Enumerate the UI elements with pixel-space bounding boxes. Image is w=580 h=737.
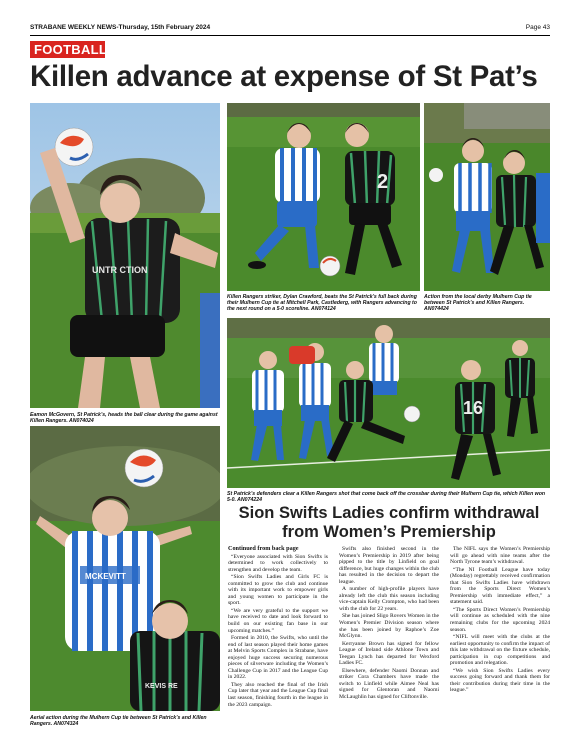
photo-striker-fullback bbox=[227, 103, 420, 291]
article-headline: Sion Swifts Ladies confirm withdrawal from Women’s Premiership bbox=[238, 504, 540, 541]
article-paragraph: Elsewhere, defender Naomi Donnan and striker Cora Chambers have made the switch to Linfield while Aimee Neal has signed for Glentoran and Naomi McLaughlin has signed for Cliftonville. bbox=[339, 667, 439, 701]
photo-header-player-image bbox=[30, 103, 220, 408]
photo-aerial-action-image bbox=[30, 426, 220, 711]
article-continued-from: Continued from back page bbox=[228, 545, 299, 552]
photo-striker-fullback-image bbox=[227, 103, 420, 291]
article-paragraph: Formed in 2010, the Swifts, who until the end of last season played their home games at Melvin Sports Complex in Strabane, have enjoyed huge success securing numerous pieces of silverware including the Women’s Challenge Cup in 2017 and the League Cup in 2022. bbox=[228, 635, 328, 681]
article-paragraph: “The NI Football League have today (Monday) regrettably received confirmation that Sion Swifts Ladies have withdrawn from the Sports Direct Women’s Premiership with immediate effect,” a statement said. bbox=[450, 566, 550, 606]
shirt-sponsor-text: UNTR CTION bbox=[92, 265, 148, 275]
article-paragraph: “The Sports Direct Women’s Premiership will continue as scheduled with the nine remaining clubs for the upcoming 2024 season. bbox=[450, 606, 550, 633]
article-paragraph: Kerryanne Brown has signed for fellow League of Ireland side Athlone Town and Teegan Lynch has departed for Wexford Ladies FC. bbox=[339, 640, 439, 667]
article-paragraph: “NIFL will meet with the clubs at the earliest opportunity to confirm the impact of this late withdrawal on the fixture schedule, participation in cup competitions and promotion and relegation. bbox=[450, 634, 550, 667]
article-paragraph: A number of high-profile players have already left the club this season including vice-captain Kelly Crompton, who had been with the club for 22 years. bbox=[339, 586, 439, 612]
photo-derby-action bbox=[424, 103, 550, 291]
article-paragraph: “Sion Swifts Ladies and Girls FC is committed to grow the club and continue with its important work to empower girls and young women to participate in the sport. bbox=[228, 574, 328, 607]
article-paragraph: “We wish Sion Swifts Ladies every success going forward and thank them for their contribution during their time in the league.” bbox=[450, 667, 550, 694]
photo-derby-action-image bbox=[424, 103, 550, 291]
photo-striker-fullback-caption: Killen Rangers striker, Dylan Crawford, beats the St Patrick’s full back during their Mulhern Cup tie at Mitchell Park, Castlederg, with Rangers advancing to the next round on a 5-0 scoreline. AN074124 bbox=[227, 294, 417, 313]
page-header bbox=[30, 22, 550, 36]
publication-dateline: STRABANE WEEKLY NEWS-Thursday, 15th February 2024 bbox=[30, 24, 211, 31]
shirt-sponsor-text-2: MCKEVITT bbox=[85, 572, 126, 581]
photo-defenders-clear-caption: St Patrick’s defenders clear a Killen Rangers shot that come back off the crossbar during their Mulhern Cup tie, which Killen won 5-0. AN074224 bbox=[227, 491, 546, 504]
article-paragraph: Swifts also finished second in the Women’s Premiership in 2019 after being pipped to the title by Linfield on goal difference, but huge changes within the club has resulted in the decision to depart the league. bbox=[339, 546, 439, 585]
article-paragraph: The NIFL says the Women’s Premiership will go ahead with nine teams after the North Tyrone team’s withdrawal. bbox=[450, 546, 550, 566]
shirt-number-2: 2 bbox=[377, 171, 389, 193]
article-column-2 bbox=[339, 546, 439, 702]
photo-aerial-action-caption: Aerial action during the Mulhern Cup tie between St Patrick’s and Killen Rangers. AN074324 bbox=[30, 715, 207, 728]
article-column-3 bbox=[450, 546, 550, 695]
shirt-sponsor-text-3: KEVIS RE bbox=[145, 683, 178, 690]
page-headline: Killen advance at expense of St Pat’s bbox=[30, 60, 538, 93]
photo-defenders-clear-image bbox=[227, 318, 550, 488]
photo-derby-action-caption: Action from the local derby Mulhern Cup tie between St Patrick’s and Killen Rangers. AN074424 bbox=[424, 294, 532, 313]
article-paragraph: She has joined Sligo Rovers Women in the Women’s Premier Division season where she has been joined by Raphoe’s Zoe McGlynn. bbox=[339, 613, 439, 640]
photo-header-player bbox=[30, 103, 220, 408]
article-paragraph: They also reached the final of the Irish Cup later that year and the League Cup final last season, finishing fourth in the league in the 2023 campaign. bbox=[228, 681, 328, 708]
photo-header-player-caption: Eamon McGovern, St Patrick’s, heads the ball clear during the game against Killen Rangers. AN074024 bbox=[30, 412, 218, 425]
article-paragraph: “Everyone associated with Sion Swifts is determined to work collectively to strengthen and develop the team. bbox=[228, 553, 328, 573]
photo-defenders-clear bbox=[227, 318, 550, 488]
article-paragraph: “We are very grateful to the support we have received to date and look forward to build on our existing fan base in our upcoming matches.” bbox=[228, 607, 328, 634]
section-label: FOOTBALL bbox=[30, 41, 105, 58]
article-column-1 bbox=[228, 546, 328, 709]
page-number: Page 43 bbox=[525, 24, 550, 31]
photo-aerial-action bbox=[30, 426, 220, 711]
shirt-number-16: 16 bbox=[463, 398, 484, 418]
